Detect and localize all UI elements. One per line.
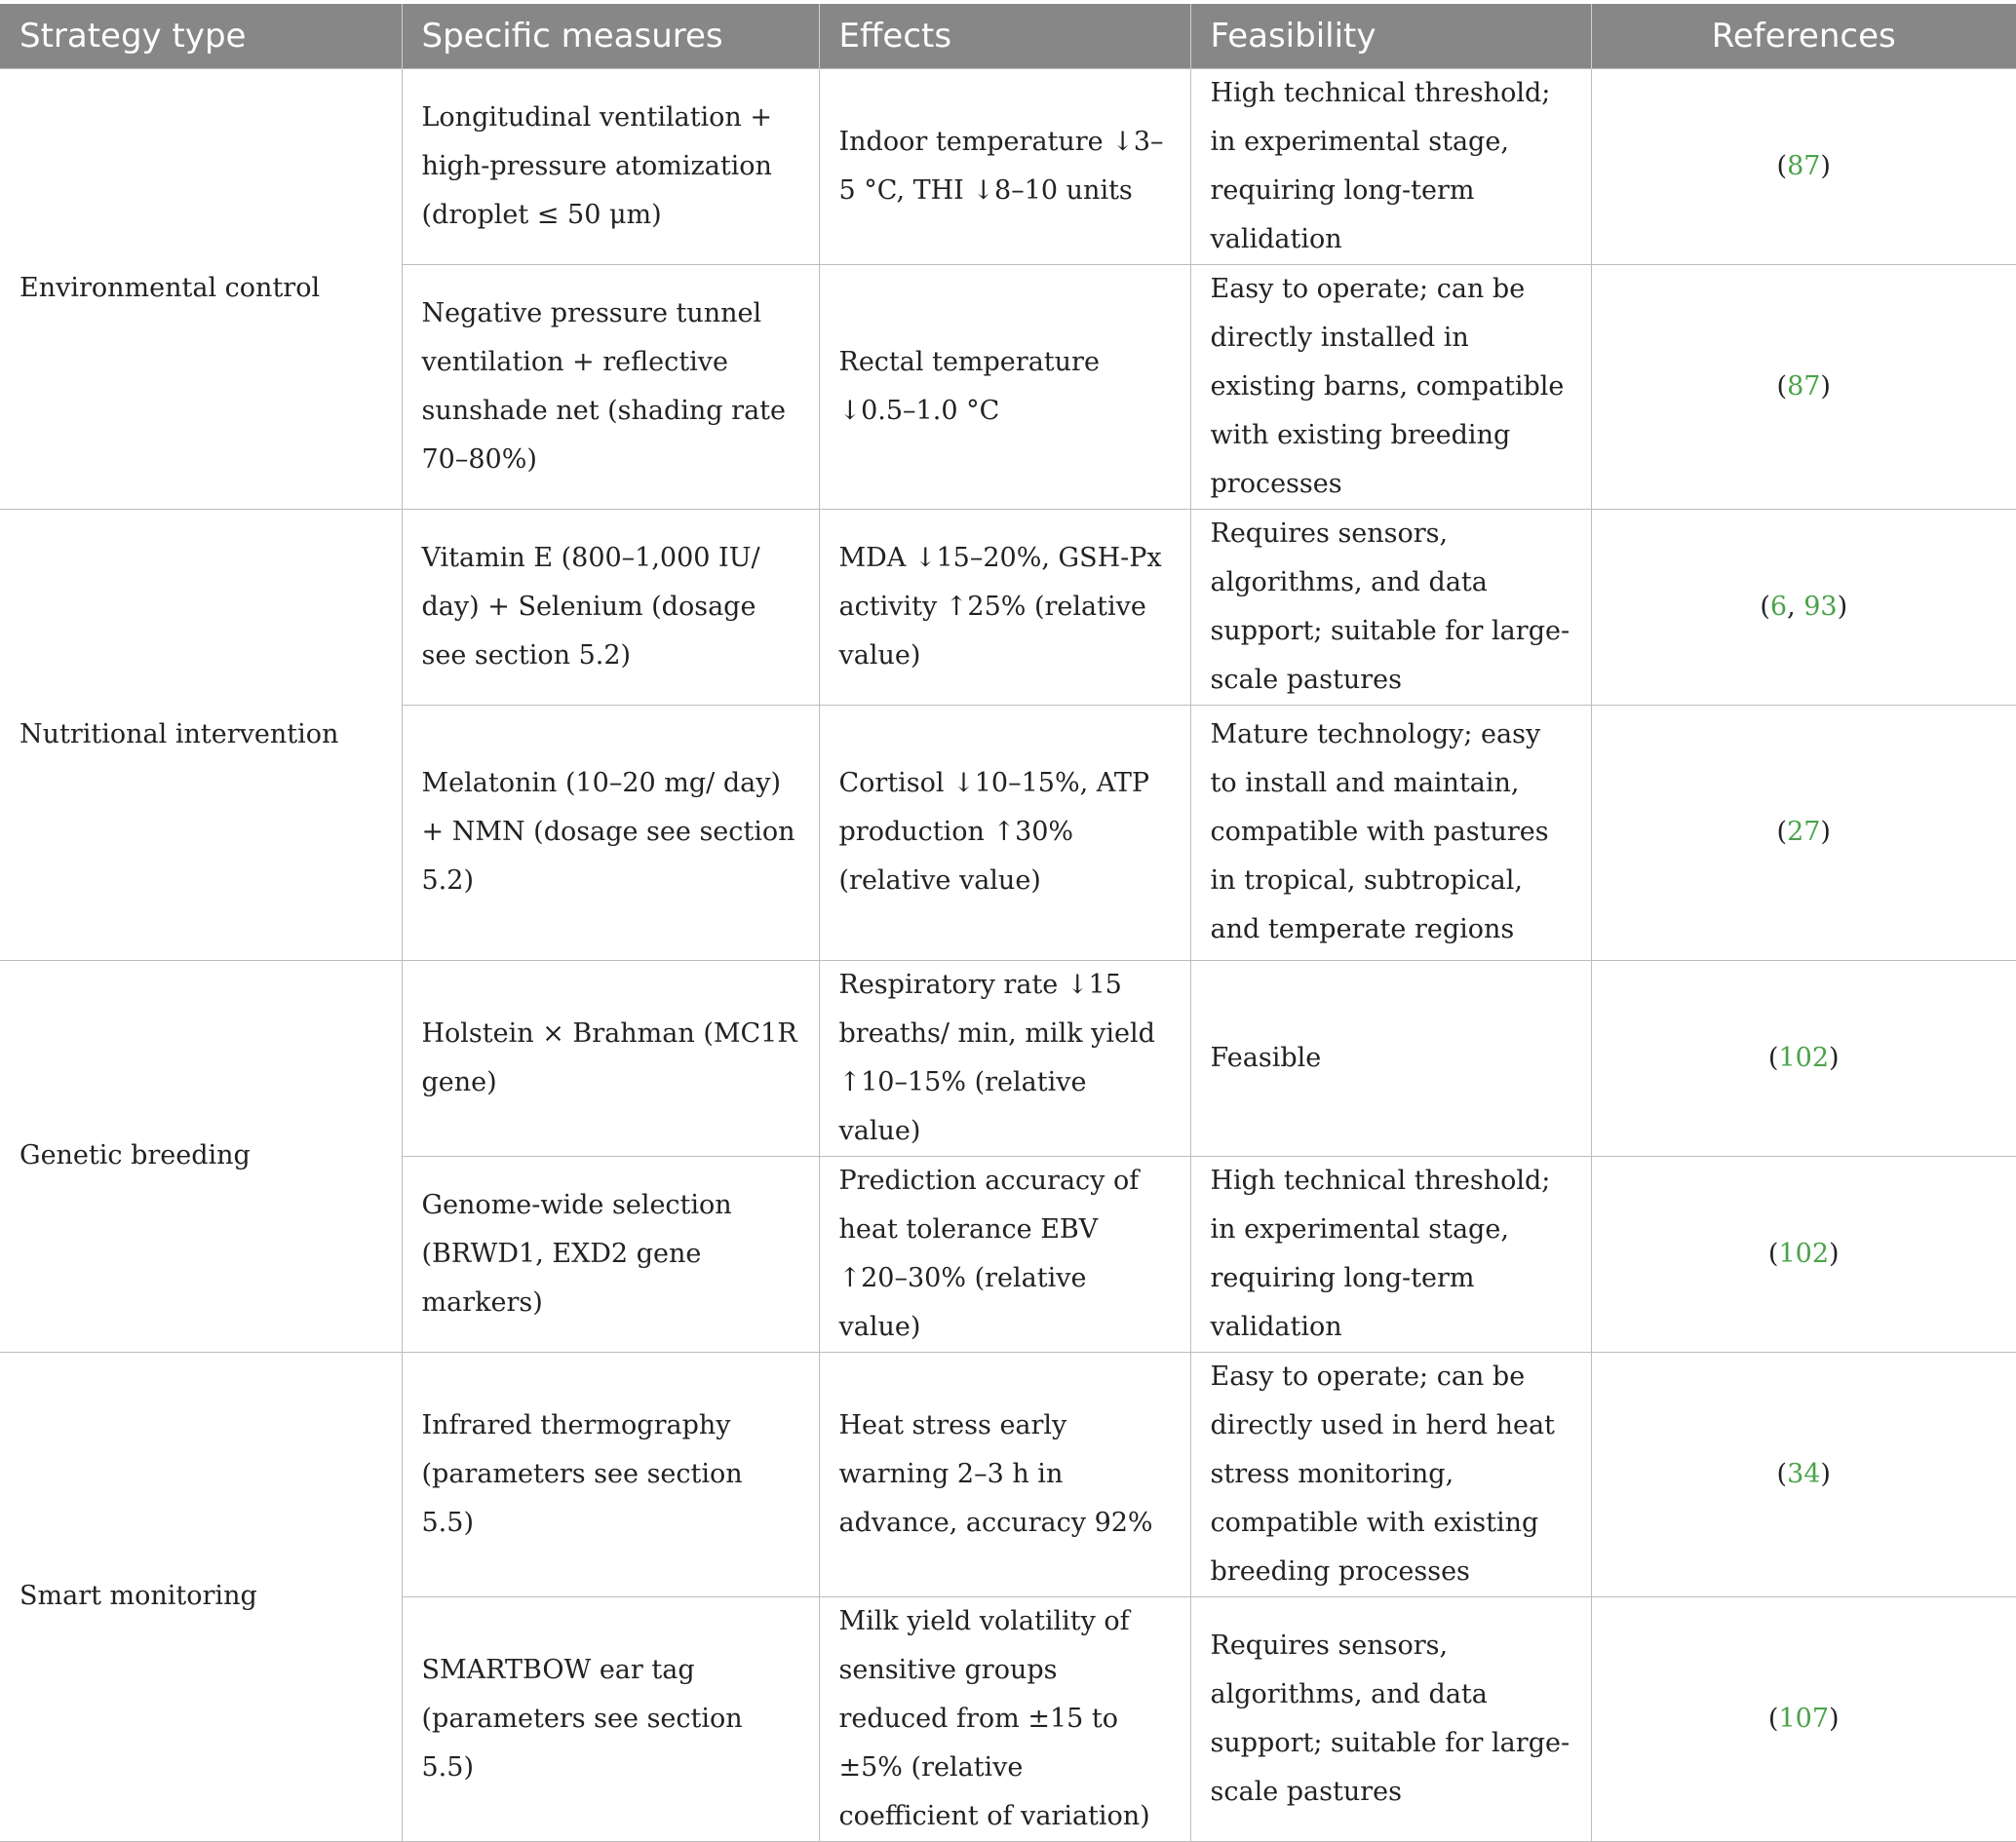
header-effects: Effects — [819, 4, 1190, 68]
reference-link[interactable]: 87 — [1787, 370, 1821, 402]
strategy-type-cell: Nutritional intervention — [0, 509, 402, 960]
table-row — [0, 1352, 2016, 1596]
strategy-table — [0, 4, 2016, 1842]
reference-link[interactable]: 87 — [1787, 150, 1821, 181]
measure-cell: SMARTBOW ear tag (parameters see section 5.5) — [402, 1596, 819, 1841]
reference-link[interactable]: 34 — [1787, 1458, 1821, 1489]
reference-cell: (87) — [1591, 264, 2016, 509]
reference-link[interactable]: 6 — [1769, 591, 1788, 622]
effect-cell: Heat stress early warning 2–3 h in advance, accuracy 92% — [819, 1352, 1190, 1596]
header-feasibility: Feasibility — [1190, 4, 1591, 68]
feasibility-cell: High technical threshold; in experimental stage, requiring long-term validation — [1190, 1156, 1591, 1352]
feasibility-cell: Mature technology; easy to install and maintain, compatible with pastures in tropical, subtropical, and temperate regions — [1190, 705, 1591, 960]
feasibility-cell: Requires sensors, algorithms, and data support; suitable for large-scale pastures — [1190, 1596, 1591, 1841]
measure-cell: Holstein × Brahman (MC1R gene) — [402, 960, 819, 1156]
table-row — [0, 509, 2016, 705]
header-references: References — [1591, 4, 2016, 68]
feasibility-cell: Requires sensors, algorithms, and data support; suitable for large-scale pastures — [1190, 509, 1591, 705]
reference-cell: (87) — [1591, 68, 2016, 264]
reference-link[interactable]: 102 — [1778, 1238, 1830, 1269]
effect-cell: Indoor temperature ↓3–5 °C, THI ↓8–10 units — [819, 68, 1190, 264]
effect-cell: Prediction accuracy of heat tolerance EBV ↑20–30% (relative value) — [819, 1156, 1190, 1352]
reference-link[interactable]: 27 — [1787, 817, 1821, 847]
feasibility-cell: Feasible — [1190, 960, 1591, 1156]
effect-cell: Cortisol ↓10–15%, ATP production ↑30% (relative value) — [819, 705, 1190, 960]
header-specific-measures: Specific measures — [402, 4, 819, 68]
effect-cell: Milk yield volatility of sensitive groups reduced from ±15 to ±5% (relative coefficient of variation) — [819, 1596, 1190, 1841]
measure-cell: Melatonin (10–20 mg/ day) + NMN (dosage see section 5.2) — [402, 705, 819, 960]
feasibility-cell: Easy to operate; can be directly installed in existing barns, compatible with existing breeding processes — [1190, 264, 1591, 509]
strategy-type-cell: Environmental control — [0, 68, 402, 509]
table-row — [0, 960, 2016, 1156]
strategy-type-cell: Genetic breeding — [0, 960, 402, 1352]
reference-cell: (102) — [1591, 1156, 2016, 1352]
feasibility-cell: High technical threshold; in experimental stage, requiring long-term validation — [1190, 68, 1591, 264]
feasibility-cell: Easy to operate; can be directly used in herd heat stress monitoring, compatible with existing breeding processes — [1190, 1352, 1591, 1596]
reference-link[interactable]: 93 — [1803, 591, 1838, 622]
reference-cell: (102) — [1591, 960, 2016, 1156]
measure-cell: Vitamin E (800–1,000 IU/ day) + Selenium (dosage see section 5.2) — [402, 509, 819, 705]
reference-cell: (34) — [1591, 1352, 2016, 1596]
reference-cell: (27) — [1591, 705, 2016, 960]
reference-cell: (107) — [1591, 1596, 2016, 1841]
effect-cell: Respiratory rate ↓15 breaths/ min, milk yield ↑10–15% (relative value) — [819, 960, 1190, 1156]
measure-cell: Infrared thermography (parameters see section 5.5) — [402, 1352, 819, 1596]
effect-cell: MDA ↓15–20%, GSH-Px activity ↑25% (relative value) — [819, 509, 1190, 705]
table-row — [0, 68, 2016, 264]
header-row — [0, 4, 2016, 68]
reference-link[interactable]: 102 — [1778, 1042, 1830, 1073]
header-strategy-type: Strategy type — [0, 4, 402, 68]
measure-cell: Negative pressure tunnel ventilation + reflective sunshade net (shading rate 70–80%) — [402, 264, 819, 509]
measure-cell: Genome-wide selection (BRWD1, EXD2 gene markers) — [402, 1156, 819, 1352]
reference-link[interactable]: 107 — [1778, 1703, 1830, 1734]
reference-cell: (6, 93) — [1591, 509, 2016, 705]
measure-cell: Longitudinal ventilation + high-pressure atomization (droplet ≤ 50 μm) — [402, 68, 819, 264]
effect-cell: Rectal temperature ↓0.5–1.0 °C — [819, 264, 1190, 509]
strategy-type-cell: Smart monitoring — [0, 1352, 402, 1841]
